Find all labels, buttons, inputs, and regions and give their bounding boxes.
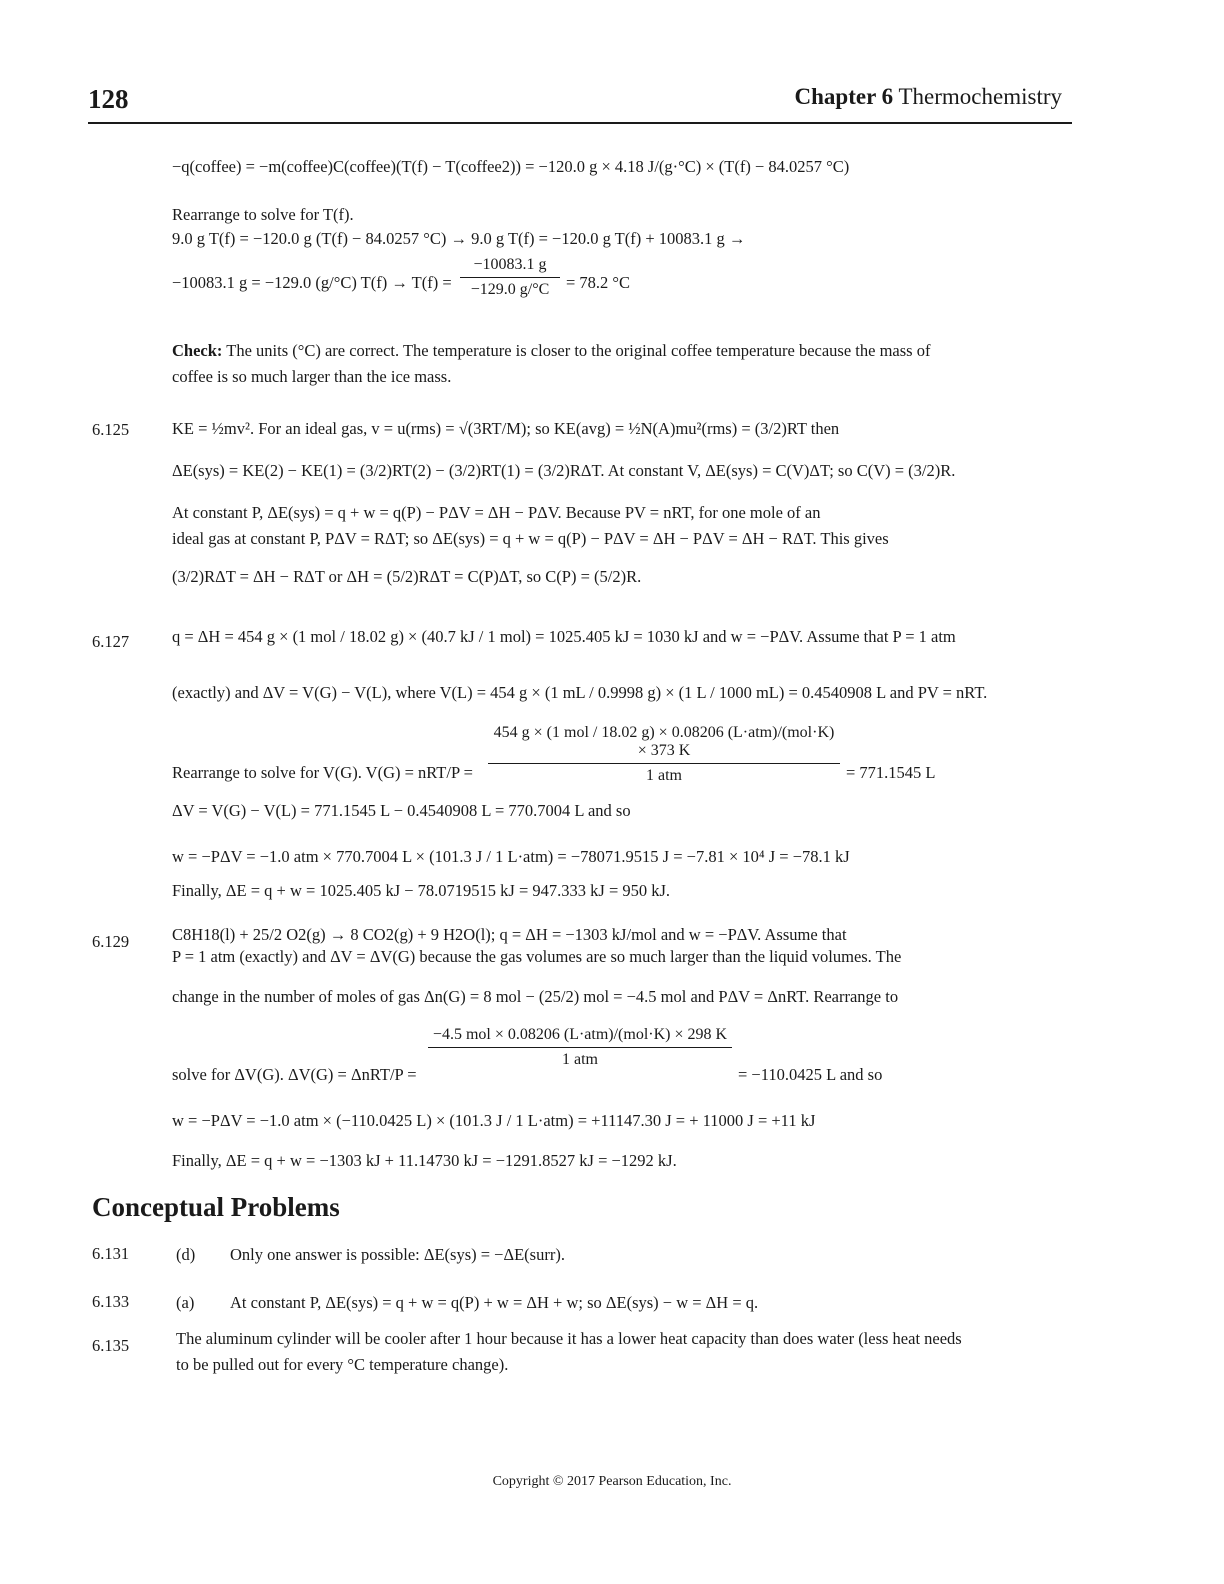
chapter-title <box>795 84 1062 110</box>
p127-line-3: Rearrange to solve for V(G). V(G) = nRT/P = <box>172 763 473 782</box>
p127-line-6: Finally, ΔE = q + w = 1025.405 kJ − 78.0719515 kJ = 947.333 kJ = 950 kJ. <box>172 881 671 900</box>
check-line-1 <box>172 340 930 362</box>
problem-number: 6.131 <box>92 1244 130 1263</box>
rearrange-label: Rearrange to solve for T(f). <box>172 205 354 224</box>
p129-line-4: solve for ΔV(G). ΔV(G) = ΔnRT/P = <box>172 1065 417 1084</box>
eq-solve-left: −10083.1 g = −129.0 (g/°C) T(f) → T(f) = <box>172 273 452 292</box>
answer-text: Only one answer is possible: ΔE(sys) = −ΔE(surr). <box>230 1245 565 1264</box>
problem-number: 6.133 <box>92 1292 130 1311</box>
check-label: Check: <box>172 341 223 360</box>
eq-rearranged: 9.0 g T(f) = −120.0 g (T(f) − 84.0257 °C) → 9.0 g T(f) = −120.0 g T(f) + 10083.1 g → <box>172 229 746 248</box>
answer-text: The aluminum cylinder will be cooler after 1 hour because it has a lower heat capacity than does water (less heat needs <box>176 1329 962 1348</box>
p129-line-6: Finally, ΔE = q + w = −1303 kJ + 11.14730 kJ = −1291.8527 kJ = −1292 kJ. <box>172 1151 677 1170</box>
p129-line-3: change in the number of moles of gas Δn(G) = 8 mol − (25/2) mol = −4.5 mol and PΔV = ΔnRT. Rearrange to <box>172 987 899 1006</box>
p127-line-4: ΔV = V(G) − V(L) = 771.1545 L − 0.4540908 L = 770.7004 L and so <box>172 801 631 820</box>
answer-text-continued: to be pulled out for every °C temperature change). <box>176 1355 509 1374</box>
p127-line-5: w = −PΔV = −1.0 atm × 770.7004 L × (101.3 J / 1 L·atm) = −78071.9515 J = −7.81 × 10⁴ J = −78.1 kJ <box>172 847 850 866</box>
p127-vg-fraction <box>488 724 840 785</box>
section-heading: Conceptual Problems <box>92 1192 340 1222</box>
eq-solve-result: = 78.2 °C <box>566 273 631 292</box>
check-line-2: coffee is so much larger than the ice mass. <box>172 367 452 386</box>
answer-letter: (a) <box>176 1293 195 1312</box>
p129-line-5: w = −PΔV = −1.0 atm × (−110.0425 L) × (101.3 J / 1 L·atm) = +11147.30 J = + 11000 J = +11 kJ <box>172 1111 816 1130</box>
p125-line-2: ΔE(sys) = KE(2) − KE(1) = (3/2)RT(2) − (3/2)RT(1) = (3/2)RΔT. At constant V, ΔE(sys) = C(V)ΔT; so C(V) = (3/2)R. <box>172 461 956 480</box>
problem-number: 6.135 <box>92 1336 130 1355</box>
problem-number: 6.125 <box>92 420 130 439</box>
p127-line-1: q = ΔH = 454 g × (1 mol / 18.02 g) × (40.7 kJ / 1 mol) = 1025.405 kJ = 1030 kJ and w = −PΔV. Assume that P = 1 atm <box>172 627 956 646</box>
p127-vg-denominator: 1 atm <box>646 767 682 784</box>
p125-line-3: At constant P, ΔE(sys) = q + w = q(P) − PΔV = ΔH − PΔV. Because PV = nRT, for one mole of an <box>172 503 821 522</box>
problem-number: 6.127 <box>92 632 130 651</box>
p125-line-5: (3/2)RΔT = ΔH − RΔT or ΔH = (5/2)RΔT = C(P)ΔT, so C(P) = (5/2)R. <box>172 567 642 586</box>
page-number: 128 <box>88 84 129 114</box>
eq-coffee-heat: −q(coffee) = −m(coffee)C(coffee)(T(f) − T(coffee2)) = −120.0 g × 4.18 J/(g·°C) × (T(f) − 84.0257 °C) <box>172 157 850 176</box>
eq-solve-numerator: −10083.1 g <box>473 256 547 273</box>
p129-vg-denominator: 1 atm <box>562 1051 598 1068</box>
p129-vg-result: = −110.0425 L and so <box>738 1065 883 1084</box>
header-rule <box>88 122 1072 124</box>
p125-line-1: KE = ½mv². For an ideal gas, v = u(rms) = √(3RT/M); so KE(avg) = ½N(A)mu²(rms) = (3/2)RT then <box>172 419 840 438</box>
check-text-1: The units (°C) are correct. The temperature is closer to the original coffee temperature because the mass of <box>226 341 931 360</box>
chapter-label: Chapter 6 <box>794 84 894 109</box>
p129-vg-fraction <box>428 1026 732 1069</box>
p127-line-2: (exactly) and ΔV = V(G) − V(L), where V(L) = 454 g × (1 mL / 0.9998 g) × (1 L / 1000 mL) = 0.4540908 L and PV = nRT. <box>172 683 988 702</box>
answer-letter: (d) <box>176 1245 196 1264</box>
p129-line-2: P = 1 atm (exactly) and ΔV = ΔV(G) because the gas volumes are so much larger than the liquid volumes. The <box>172 947 902 966</box>
p127-vg-numerator: 454 g × (1 mol / 18.02 g) × 0.08206 (L·atm)/(mol·K) × 373 K <box>493 724 835 759</box>
problem-number: 6.129 <box>92 932 130 951</box>
p125-line-4: ideal gas at constant P, PΔV = RΔT; so ΔE(sys) = q + w = q(P) − PΔV = ΔH − PΔV = ΔH − RΔT. This gives <box>172 529 889 548</box>
eq-solve-denominator: −129.0 g/°C <box>470 281 550 298</box>
p129-line-1: C8H18(l) + 25/2 O2(g) → 8 CO2(g) + 9 H2O(l); q = ΔH = −1303 kJ/mol and w = −PΔV. Assume that <box>172 925 847 944</box>
chapter-name: Thermochemistry <box>898 84 1062 109</box>
answer-text: At constant P, ΔE(sys) = q + w = q(P) + w = ΔH + w; so ΔE(sys) − w = ΔH = q. <box>230 1293 759 1312</box>
copyright-footer: Copyright © 2017 Pearson Education, Inc. <box>492 1474 732 1489</box>
p127-vg-result: = 771.1545 L <box>846 763 936 782</box>
eq-solve-fraction <box>460 256 560 299</box>
p129-vg-numerator: −4.5 mol × 0.08206 (L·atm)/(mol·K) × 298 K <box>432 1026 728 1043</box>
